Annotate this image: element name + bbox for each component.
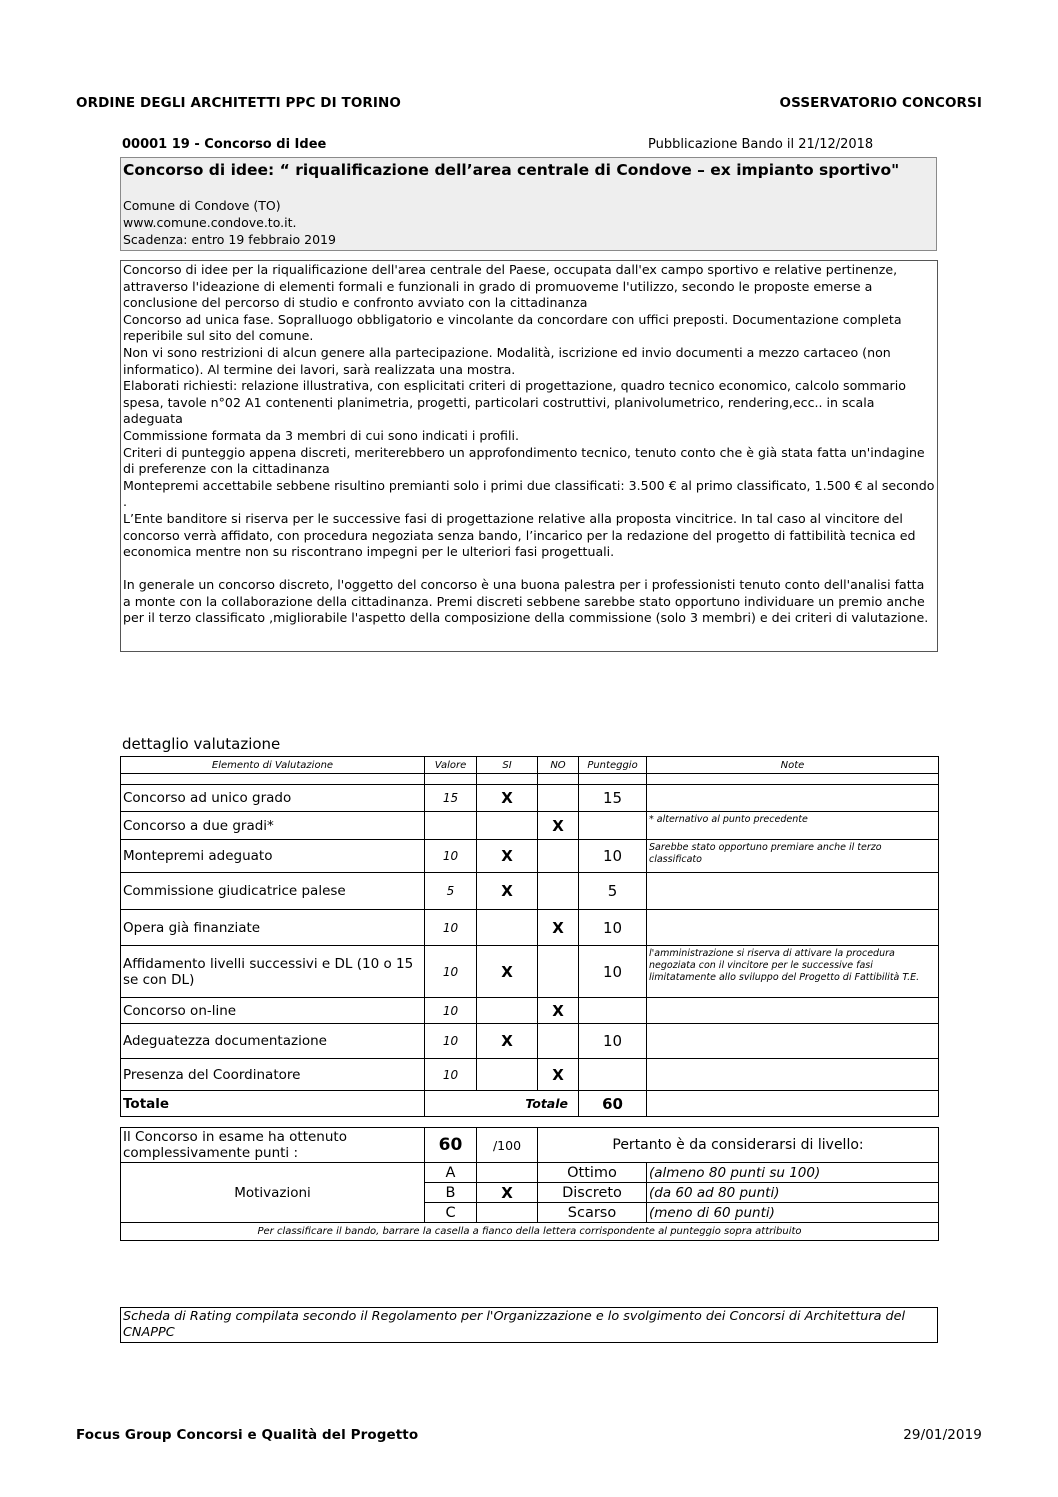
obtained-points: 60 (425, 1128, 477, 1163)
row-value: 10 (425, 946, 477, 998)
table-row (121, 873, 939, 910)
obtained-label: Il Concorso in esame ha ottenuto complessivamente punti : (121, 1128, 425, 1163)
row-si-checkbox[interactable] (477, 812, 538, 840)
row-no-checkbox[interactable]: X (538, 910, 579, 946)
score-row (121, 1128, 939, 1163)
level-row (121, 1163, 939, 1183)
total-row (121, 1091, 939, 1117)
competition-title: Concorso di idee: “ riqualificazione dell’area centrale di Condove – ex impianto sportivo" (123, 161, 900, 179)
table-row (121, 840, 939, 873)
classification-instruction: Per classificare il bando, barrare la casella a fianco della lettera corrispondente al punteggio sopra attribuito (121, 1223, 939, 1241)
column-header-element: Elemento di Valutazione (121, 757, 425, 774)
spacer-row (121, 774, 939, 785)
row-score (579, 1059, 647, 1091)
table-row (121, 785, 939, 812)
row-value: 10 (425, 910, 477, 946)
row-si-checkbox[interactable]: X (477, 1024, 538, 1059)
competition-website: www.comune.condove.to.it. (123, 215, 297, 230)
evaluation-header-row (121, 757, 939, 774)
table-row (121, 910, 939, 946)
competition-entity: Comune di Condove (TO) (123, 198, 281, 213)
row-no-checkbox[interactable]: X (538, 1059, 579, 1091)
description-paragraph: Concorso di idee per la riqualificazione dell'area centrale del Paese, occupata dall'ex campo sportivo e relative pertinenze, attraverso l'ideazione di elementi formali e funzionali in grado di promuoveme l'utilizzo, secondo le proposte emerse a conclusione del percorso di studio e confronto avviato con la cittadinanza (123, 262, 898, 311)
observatory-header: OSSERVATORIO CONCORSI (779, 95, 982, 111)
table-row (121, 812, 939, 840)
column-header-si: SI (477, 757, 538, 774)
total-label: Totale (121, 1091, 425, 1117)
description-box (120, 260, 938, 652)
row-value: 10 (425, 840, 477, 873)
publication-date: Pubblicazione Bando il 21/12/2018 (648, 137, 874, 152)
competition-deadline: Scadenza: entro 19 febbraio 2019 (123, 232, 336, 247)
row-element: Affidamento livelli successivi e DL (10 o 15 se con DL) (121, 946, 425, 998)
row-no-checkbox[interactable] (538, 873, 579, 910)
row-element: Concorso ad unico grado (121, 785, 425, 812)
level-letter: A (425, 1163, 477, 1183)
row-si-checkbox[interactable]: X (477, 840, 538, 873)
row-si-checkbox[interactable]: X (477, 946, 538, 998)
row-no-checkbox[interactable] (538, 785, 579, 812)
description-paragraph: Concorso ad unica fase. Sopralluogo obbligatorio e vincolante da concordare con uffici preposti. Documentazione completa reperibile sul sito del comune. (123, 311, 902, 344)
level-range: (da 60 ad 80 punti) (647, 1183, 939, 1203)
row-si-checkbox[interactable]: X (477, 785, 538, 812)
row-score: 10 (579, 946, 647, 998)
row-si-checkbox[interactable] (477, 1059, 538, 1091)
row-element: Concorso a due gradi* (121, 812, 425, 840)
row-no-checkbox[interactable] (538, 946, 579, 998)
table-row (121, 1059, 939, 1091)
row-value: 10 (425, 1024, 477, 1059)
row-note: * alternativo al punto precedente (647, 812, 939, 840)
level-name: Discreto (538, 1183, 647, 1203)
footer-focus-group: Focus Group Concorsi e Qualità del Progetto (76, 1427, 419, 1443)
column-header-value: Valore (425, 757, 477, 774)
description-paragraph: Non vi sono restrizioni di alcun genere alla partecipazione. Modalità, iscrizione ed invio documenti a mezzo cartaceo (non informatico). Al termine dei lavori, sarà realizzata una mostra. (123, 344, 891, 377)
row-note (647, 1024, 939, 1059)
row-note (647, 1059, 939, 1091)
table-row (121, 998, 939, 1024)
row-si-checkbox[interactable]: X (477, 873, 538, 910)
row-score: 10 (579, 840, 647, 873)
row-value: 10 (425, 1059, 477, 1091)
row-note: Sarebbe stato opportuno premiare anche il terzo classificato (647, 840, 939, 873)
row-note: l'amministrazione si riserva di attivare la procedura negoziata con il vincitore per le successive fasi limitatamente allo sviluppo del Progetto di Fattibilità T.E. (647, 946, 939, 998)
description-paragraph: Elaborati richiesti: relazione illustrativa, con esplicitati criteri di progettazione, quadro tecnico economico, calcolo sommario spesa, tavole n°02 A1 contenenti planimetria, progetti, particolari costruttivi, planivolumetrico, rendering,ecc.. in scala adeguata (123, 378, 906, 427)
score-summary-table (120, 1127, 939, 1241)
description-conclusion: In generale un concorso discreto, l'oggetto del concorso è una buona palestra per i professionisti tenuto conto dell'analisi fatta a monte con la collaborazione della cittadinanza. Premi discreti sebbene sarebbe stato opportuno individuare un premio anche per il terzo classificato ,migliorabile l'aspetto della composizione della commissione (solo 3 membri) e dei criteri di valutazione. (123, 577, 929, 626)
row-value: 15 (425, 785, 477, 812)
row-si-checkbox[interactable] (477, 910, 538, 946)
row-note (647, 873, 939, 910)
table-row (121, 946, 939, 998)
row-si-checkbox[interactable] (477, 998, 538, 1024)
row-no-checkbox[interactable] (538, 1024, 579, 1059)
row-note (647, 785, 939, 812)
row-no-checkbox[interactable]: X (538, 998, 579, 1024)
row-value: 5 (425, 873, 477, 910)
paragraph-spacer (123, 561, 935, 578)
column-header-score: Punteggio (579, 757, 647, 774)
row-element: Montepremi adeguato (121, 840, 425, 873)
footer-date: 29/01/2019 (903, 1427, 982, 1443)
description-paragraph: Commissione formata da 3 membri di cui sono indicati i profili. (123, 427, 519, 443)
row-score: 15 (579, 785, 647, 812)
row-score (579, 998, 647, 1024)
table-row (121, 1024, 939, 1059)
description-paragraph: L’Ente banditore si riserva per le successive fasi di progettazione relative alla proposta vincitrice. In tal caso al vincitore del concorso verrà affidato, con procedura negoziata senza bando, l’incarico per la redazione del progetto di fattibilità tecnica ed economica mentre non su riscontrano impegni per le ulteriori fasi progettuali. (123, 510, 916, 560)
level-checkbox[interactable]: X (477, 1183, 538, 1203)
row-score: 5 (579, 873, 647, 910)
level-checkbox[interactable] (477, 1163, 538, 1183)
out-of-label: /100 (477, 1128, 538, 1163)
column-header-no: NO (538, 757, 579, 774)
row-no-checkbox[interactable] (538, 840, 579, 873)
row-score: 10 (579, 910, 647, 946)
level-label: Pertanto è da considerarsi di livello: (538, 1128, 939, 1163)
total-score: 60 (579, 1091, 647, 1117)
level-name: Scarso (538, 1203, 647, 1223)
row-value: 10 (425, 998, 477, 1024)
total-label-right: Totale (425, 1091, 579, 1117)
row-note (647, 910, 939, 946)
row-score: 10 (579, 1024, 647, 1059)
row-element: Commissione giudicatrice palese (121, 873, 425, 910)
row-score (579, 812, 647, 840)
row-no-checkbox[interactable]: X (538, 812, 579, 840)
row-element: Concorso on-line (121, 998, 425, 1024)
level-checkbox[interactable] (477, 1203, 538, 1223)
evaluation-table (120, 756, 939, 1117)
level-letter: B (425, 1183, 477, 1203)
motivation-label: Motivazioni (121, 1163, 425, 1223)
row-element: Presenza del Coordinatore (121, 1059, 425, 1091)
competition-code: 00001 19 - Concorso di Idee (122, 137, 327, 152)
level-name: Ottimo (538, 1163, 647, 1183)
row-element: Adeguatezza documentazione (121, 1024, 425, 1059)
organization-header: ORDINE DEGLI ARCHITETTI PPC DI TORINO (76, 95, 402, 111)
level-range: (meno di 60 punti) (647, 1203, 939, 1223)
instruction-row (121, 1223, 939, 1241)
evaluation-section-title: dettaglio valutazione (122, 735, 281, 753)
level-range: (almeno 80 punti su 100) (647, 1163, 939, 1183)
total-note (647, 1091, 939, 1117)
row-value (425, 812, 477, 840)
description-paragraph: Montepremi accettabile sebbene risultino premianti solo i primi due classificati: 3.500 € al primo classificato, 1.500 € al secondo . (123, 477, 935, 510)
row-note (647, 998, 939, 1024)
column-header-note: Note (647, 757, 939, 774)
regulation-note: Scheda di Rating compilata secondo il Regolamento per l'Organizzazione e lo svolgimento dei Concorsi di Architettura del CNAPPC (120, 1307, 938, 1343)
competition-info-box (120, 157, 937, 251)
description-paragraph: Criteri di punteggio appena discreti, meriterebbero un approfondimento tecnico, tenuto conto che è già stata fatta un'indagine di preferenze con la cittadinanza (123, 444, 925, 477)
row-element: Opera già finanziate (121, 910, 425, 946)
level-letter: C (425, 1203, 477, 1223)
